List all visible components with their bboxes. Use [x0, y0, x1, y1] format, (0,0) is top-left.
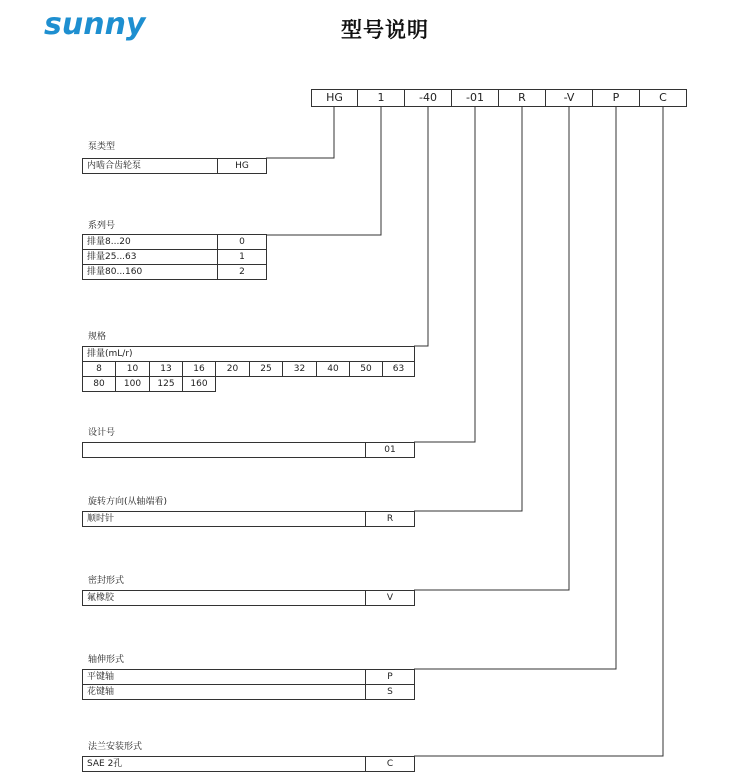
size-cell: 100 — [115, 376, 150, 392]
section-label-design: 设计号 — [88, 428, 116, 438]
section-label-pump-type: 泵类型 — [88, 142, 116, 152]
shaft-name: 平键轴 — [82, 669, 366, 685]
design-code: 01 — [365, 442, 415, 458]
section-label-flange: 法兰安装形式 — [88, 742, 143, 752]
code-cell-size: -40 — [404, 89, 452, 107]
size-cell: 160 — [182, 376, 216, 392]
size-cell: 80 — [82, 376, 116, 392]
rotation-name: 顺时针 — [82, 511, 366, 527]
page-title: 型号说明 — [341, 18, 429, 42]
code-cell-flange: C — [639, 89, 687, 107]
size-cell: 25 — [249, 361, 283, 377]
size-cell: 8 — [82, 361, 116, 377]
size-cell: 63 — [382, 361, 415, 377]
seal-name: 氟橡胶 — [82, 590, 366, 606]
size-cell: 50 — [349, 361, 383, 377]
section-label-rotation: 旋转方向(从轴端看) — [88, 497, 168, 507]
flange-name: SAE 2孔 — [82, 756, 366, 772]
pump-type-code: HG — [217, 158, 267, 174]
code-cell-seal: -V — [545, 89, 593, 107]
shaft-code: S — [365, 684, 415, 700]
flange-code: C — [365, 756, 415, 772]
rotation-code: R — [365, 511, 415, 527]
size-cell: 10 — [115, 361, 150, 377]
code-cell-design: -01 — [451, 89, 499, 107]
logo-text: sunny — [44, 7, 146, 42]
section-label-shaft: 轴伸形式 — [88, 655, 125, 665]
size-cell: 20 — [215, 361, 250, 377]
code-cell-series: 1 — [357, 89, 405, 107]
design-name — [82, 442, 366, 458]
series-row-name: 排量8...20 — [82, 234, 218, 250]
shaft-code: P — [365, 669, 415, 685]
size-cell: 13 — [149, 361, 183, 377]
code-cell-rotation: R — [498, 89, 546, 107]
section-label-size: 规格 — [88, 332, 107, 342]
series-row-code: 0 — [217, 234, 267, 250]
size-cell: 16 — [182, 361, 216, 377]
section-label-seal: 密封形式 — [88, 576, 125, 586]
code-cell-pump-type: HG — [311, 89, 358, 107]
shaft-name: 花键轴 — [82, 684, 366, 700]
series-row-code: 2 — [217, 264, 267, 280]
series-row-name: 排量25...63 — [82, 249, 218, 265]
section-label-series: 系列号 — [88, 221, 116, 231]
size-cell: 32 — [282, 361, 317, 377]
size-header: 排量(mL/r) — [82, 346, 415, 362]
code-cell-shaft: P — [592, 89, 640, 107]
pump-type-name: 内啮合齿轮泵 — [82, 158, 218, 174]
size-cell: 40 — [316, 361, 350, 377]
seal-code: V — [365, 590, 415, 606]
series-row-code: 1 — [217, 249, 267, 265]
series-row-name: 排量80...160 — [82, 264, 218, 280]
size-cell: 125 — [149, 376, 183, 392]
